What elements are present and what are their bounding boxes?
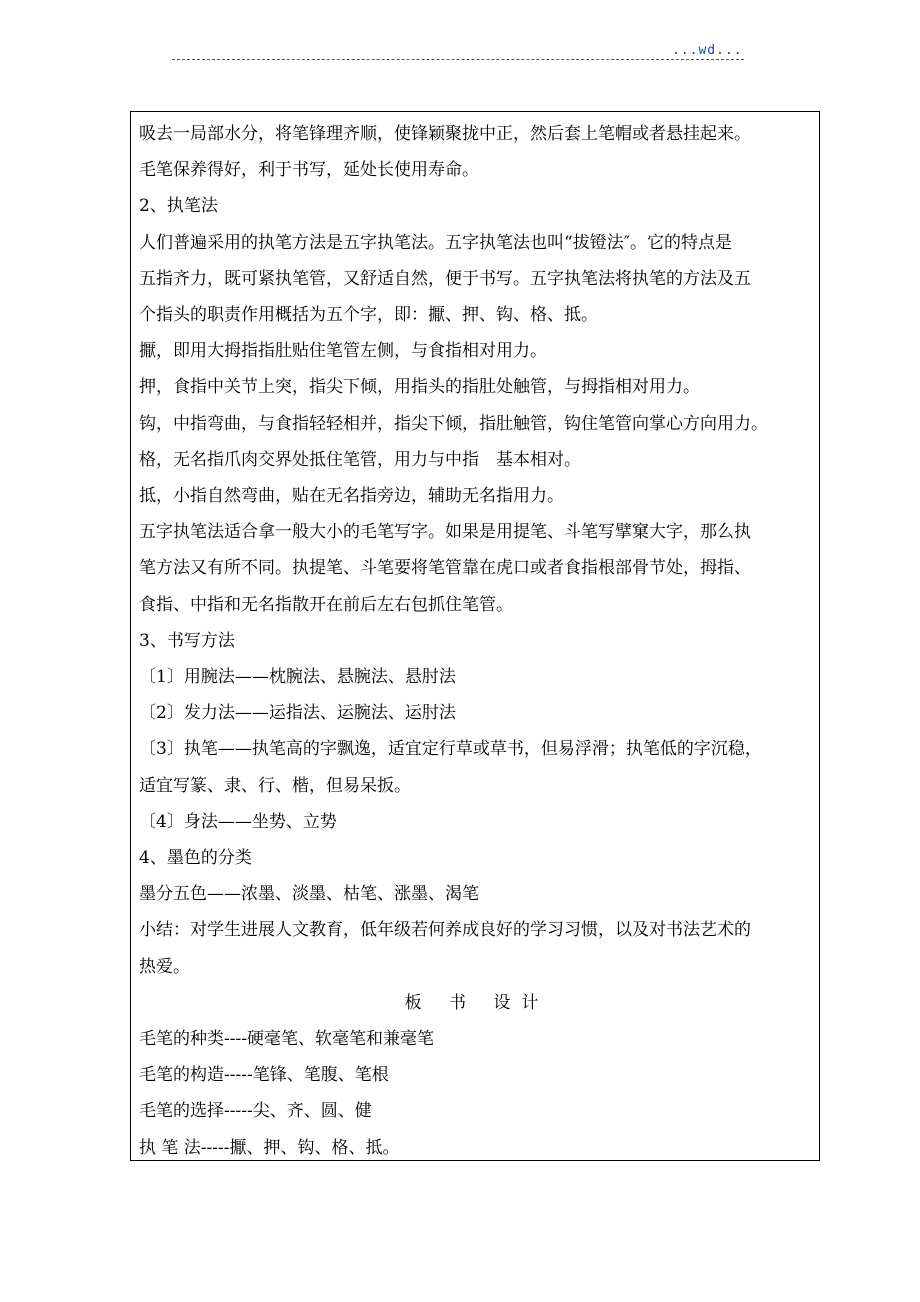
header-dashed-rule [172,59,744,60]
text-line: 墨分五色——浓墨、淡墨、枯笔、涨墨、渴笔 [139,884,479,905]
section-heading: 2、执笔法 [139,196,218,217]
text-line: 人们普遍采用的执笔方法是五字执笔法。五字执笔法也叫“拔镫法″。它的特点是 [139,232,733,253]
board-design-title: 板 书 设计 [404,992,550,1013]
text-line: 〔2〕发力法——运指法、运腕法、运肘法 [139,703,456,724]
lesson-content [139,116,815,1166]
text-line: 个指头的职责作用概括为五个字，即：擫、押、钩、格、抵。 [139,305,598,326]
header-mark: ...wd... [672,43,743,58]
text-line: 小结：对学生进展人文教育，低年级若何养成良好的学习习惯，以及对书法艺术的 [139,920,751,941]
text-line: 擫，即用大拇指指肚贴住笔管左侧，与食指相对用力。 [139,341,547,362]
board-line: 毛笔的构造-----笔锋、笔腹、笔根 [139,1065,389,1086]
section-heading: 3、书写方法 [139,630,235,651]
board-line: 毛笔的种类----硬毫笔、软毫笔和兼毫笔 [139,1029,434,1050]
text-line: 抵，小指自然弯曲，贴在无名指旁边，辅助无名指用力。 [139,486,564,507]
section-heading: 4、墨色的分类 [139,848,252,869]
board-line: 毛笔的选择-----尖、齐、圆、健 [139,1101,372,1122]
text-line: 〔3〕执笔——执笔高的字飘逸，适宜定行草或草书，但易浮滑；执笔低的字沉稳， [139,739,762,760]
text-line: 〔4〕身法——坐势、立势 [139,811,337,832]
text-line: 笔方法又有所不同。执提笔、斗笔要将笔管靠在虎口或者食指根部骨节处，拇指、 [139,558,751,579]
text-line: 热爱。 [139,956,190,977]
text-line: 钩，中指弯曲，与食指轻轻相并，指尖下倾，指肚触管，钩住笔管向掌心方向用力。 [139,413,768,434]
text-line: 格，无名指爪肉交界处抵住笔管，用力与中指 基本相对。 [139,449,581,470]
board-line: 执 笔 法-----擫、押、钩、格、抵。 [139,1137,400,1158]
text-line: 适宜写篆、隶、行、楷，但易呆扳。 [139,775,411,796]
text-line: 吸去一局部水分，将笔锋理齐顺，使锋颖聚拢中正，然后套上笔帽或者悬挂起来。 [139,124,751,144]
text-line: 五字执笔法适合拿一般大小的毛笔写字。如果是用提笔、斗笔写擘窠大字，那么执 [139,522,751,543]
text-line: 五指齐力，既可紧执笔管，又舒适自然，便于书写。五字执笔法将执笔的方法及五 [139,268,751,289]
text-line: 押，食指中关节上突，指尖下倾，用指头的指肚处触管，与拇指相对用力。 [139,377,700,398]
text-line: 〔1〕用腕法——枕腕法、悬腕法、悬肘法 [139,667,456,688]
text-line: 毛笔保养得好，利于书写，延处长使用寿命。 [139,160,479,181]
text-line: 食指、中指和无名指散开在前后左右包抓住笔管。 [139,594,513,615]
